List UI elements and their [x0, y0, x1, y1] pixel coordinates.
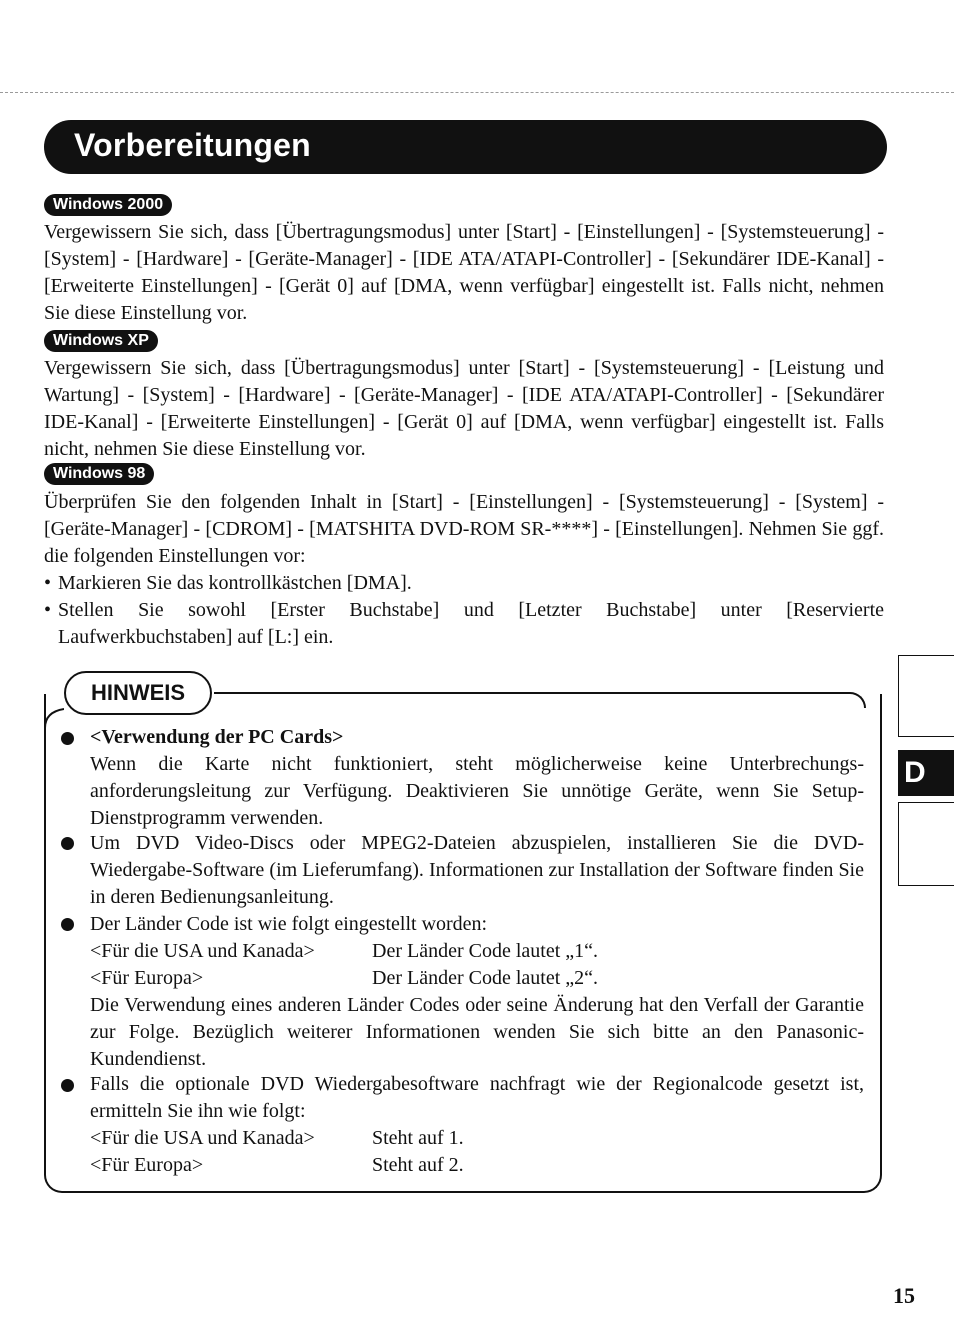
region-value: Steht auf 1.	[372, 1127, 464, 1149]
list-item-text: Stellen Sie sowohl [Erster Buchstabe] und [Letzter Buchstabe] unter [Reservierte Laufwerkbuchstaben] auf [L:] ein.	[58, 599, 884, 648]
list-item-text: Markieren Sie das kontrollkästchen [DMA].	[58, 572, 412, 594]
note-bullet	[61, 837, 74, 850]
windows-2000-badge: Windows 2000	[44, 194, 172, 216]
note-item-heading: <Verwendung der PC Cards>	[90, 726, 344, 748]
windows-2000-instructions: Vergewissern Sie sich, dass [Übertragungsmodus] unter [Start] - [Einstellungen] - [Systemsteuerung] - [System] - [Hardware] - [Geräte-Manager] - [IDE ATA/ATAPI-Controller] - [Sekundärer IDE-Kanal] - [Erweiterte Einstellungen] - [Gerät 0] auf [DMA, wenn verfügbar] eingestellt ist. Falls nicht, nehmen Sie diese Einstellung vor.	[44, 221, 884, 324]
region-label: <Für Europa>	[90, 967, 204, 989]
note-item-text: Um DVD Video-Discs oder MPEG2-Dateien abzuspielen, installieren Sie die DVD-Wiedergabe-Software (im Lieferumfang). Informationen zur Installation der Software finden Sie in deren Bedienungsanleitung.	[90, 832, 864, 908]
region-value: Der Länder Code lautet „1“.	[372, 940, 599, 962]
windows-xp-badge: Windows XP	[44, 330, 158, 352]
region-code-row	[90, 1152, 464, 1179]
section-title: Vorbereitungen	[74, 127, 311, 163]
note-item-text: Die Verwendung eines anderen Länder Codes oder seine Änderung hat den Verfall der Garantie zur Folge. Bezüglich weiterer Informationen wenden Sie sich bitte an den Panasonic-Kundendienst.	[90, 994, 864, 1070]
windows-98-badge: Windows 98	[44, 463, 154, 485]
note-box-corner	[44, 708, 64, 728]
country-code-row	[90, 938, 598, 965]
note-bullet	[61, 918, 74, 931]
side-tab-empty	[898, 802, 954, 886]
windows-98-instructions: Überprüfen Sie den folgenden Inhalt in [Start] - [Einstellungen] - [Systemsteuerung] - [System] - [Geräte-Manager] - [CDROM] - [MATSHITA DVD-ROM SR-****] - [Einstellungen]. Nehmen Sie ggf. die folgenden Einstellungen vor:	[44, 491, 884, 567]
country-code-row	[90, 965, 598, 992]
bullet-dot: •	[44, 572, 52, 594]
note-bullet	[61, 732, 74, 745]
note-item-text: Falls die optionale DVD Wiedergabesoftware nachfragt wie der Regionalcode gesetzt ist, ermitteln Sie ihn wie folgt:	[90, 1073, 864, 1122]
side-tab-d: D	[898, 750, 954, 796]
windows-xp-instructions: Vergewissern Sie sich, dass [Übertragungsmodus] unter [Start] - [Systemsteuerung] - [Leistung und Wartung] - [System] - [Hardware] - [Geräte-Manager] - [IDE ATA/ATAPI-Controller] - [Sekundärer IDE-Kanal] - [Erweiterte Einstellungen] - [Gerät 0] auf [DMA, wenn verfügbar] eingestellt ist. Falls nicht, nehmen Sie diese Einstellung vor.	[44, 357, 884, 460]
note-label: HINWEIS	[64, 671, 212, 715]
region-value: Der Länder Code lautet „2“.	[372, 967, 599, 989]
note-box-top-border	[214, 692, 866, 708]
note-item-text: Wenn die Karte nicht funktioniert, steht möglicherweise keine Unterbrechungs-anforderungsleitung zur Verfügung. Deaktivieren Sie unnötige Geräte, wenn Sie Setup-Dienstprogramm verwenden.	[90, 753, 864, 829]
region-label: <Für die USA und Kanada>	[90, 940, 315, 962]
bullet-dot: •	[44, 599, 52, 621]
page-number: 15	[893, 1283, 915, 1308]
side-tab-empty	[898, 655, 954, 737]
list-item	[44, 570, 884, 597]
region-label: <Für Europa>	[90, 1154, 204, 1176]
note-bullet	[61, 1079, 74, 1092]
region-label: <Für die USA und Kanada>	[90, 1127, 315, 1149]
region-code-row	[90, 1125, 464, 1152]
region-value: Steht auf 2.	[372, 1154, 464, 1176]
note-item-text: Der Länder Code ist wie folgt eingestellt worden:	[90, 913, 488, 935]
header-rule	[0, 92, 954, 93]
